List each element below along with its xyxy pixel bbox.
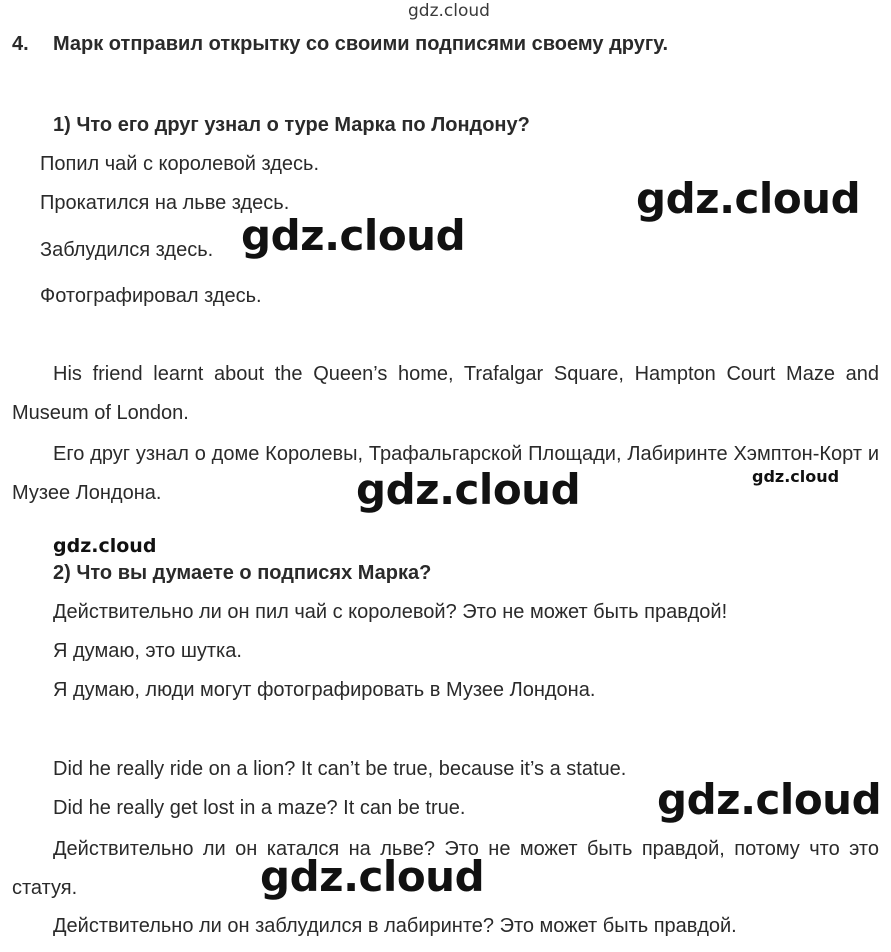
caption-line: Попил чай с королевой здесь.	[40, 153, 320, 175]
task-title: Марк отправил открытку со своими подписями своему другу.	[53, 33, 669, 55]
answer-line: Я думаю, это шутка.	[53, 640, 242, 662]
caption-line: Фотографировал здесь.	[40, 285, 262, 307]
watermark: gdz.cloud	[657, 775, 882, 824]
russian-paragraph-2: Действительно ли он катался на льве? Это не может быть правдой, потому что это статуя.	[12, 838, 879, 899]
answer-line: Действительно ли он заблудился в лабиринте? Это может быть правдой.	[53, 915, 737, 937]
answer-line: Я думаю, люди могут фотографировать в Музее Лондона.	[53, 679, 596, 701]
caption-line: Прокатился на льве здесь.	[40, 192, 290, 214]
caption-line: Заблудился здесь.	[40, 239, 214, 261]
english-line: Did he really ride on a lion? It can’t be true, because it’s a statue.	[53, 758, 627, 780]
watermark: gdz.cloud	[53, 535, 157, 557]
english-paragraph-1: His friend learnt about the Queen’s home, Trafalgar Square, Hampton Court Maze and Museum of London.	[12, 363, 879, 424]
watermark: gdz.cloud	[356, 465, 581, 514]
question-2: 2) Что вы думаете о подписях Марка?	[53, 562, 432, 584]
watermark-top: gdz.cloud	[408, 1, 490, 21]
watermark: gdz.cloud	[636, 174, 861, 223]
answer-line: Действительно ли он пил чай с королевой? Это не может быть правдой!	[53, 601, 728, 623]
russian-paragraph-1: Его друг узнал о доме Королевы, Трафальгарской Площади, Лабиринте Хэмптон-Корт и Музее Лондона.	[12, 443, 879, 504]
watermark: gdz.cloud	[241, 211, 466, 260]
watermark: gdz.cloud	[260, 852, 485, 901]
english-line: Did he really get lost in a maze? It can be true.	[53, 797, 466, 819]
watermark: gdz.cloud	[752, 467, 840, 486]
question-1: 1) Что его друг узнал о туре Марка по Лондону?	[53, 114, 530, 136]
task-number: 4.	[12, 33, 29, 55]
